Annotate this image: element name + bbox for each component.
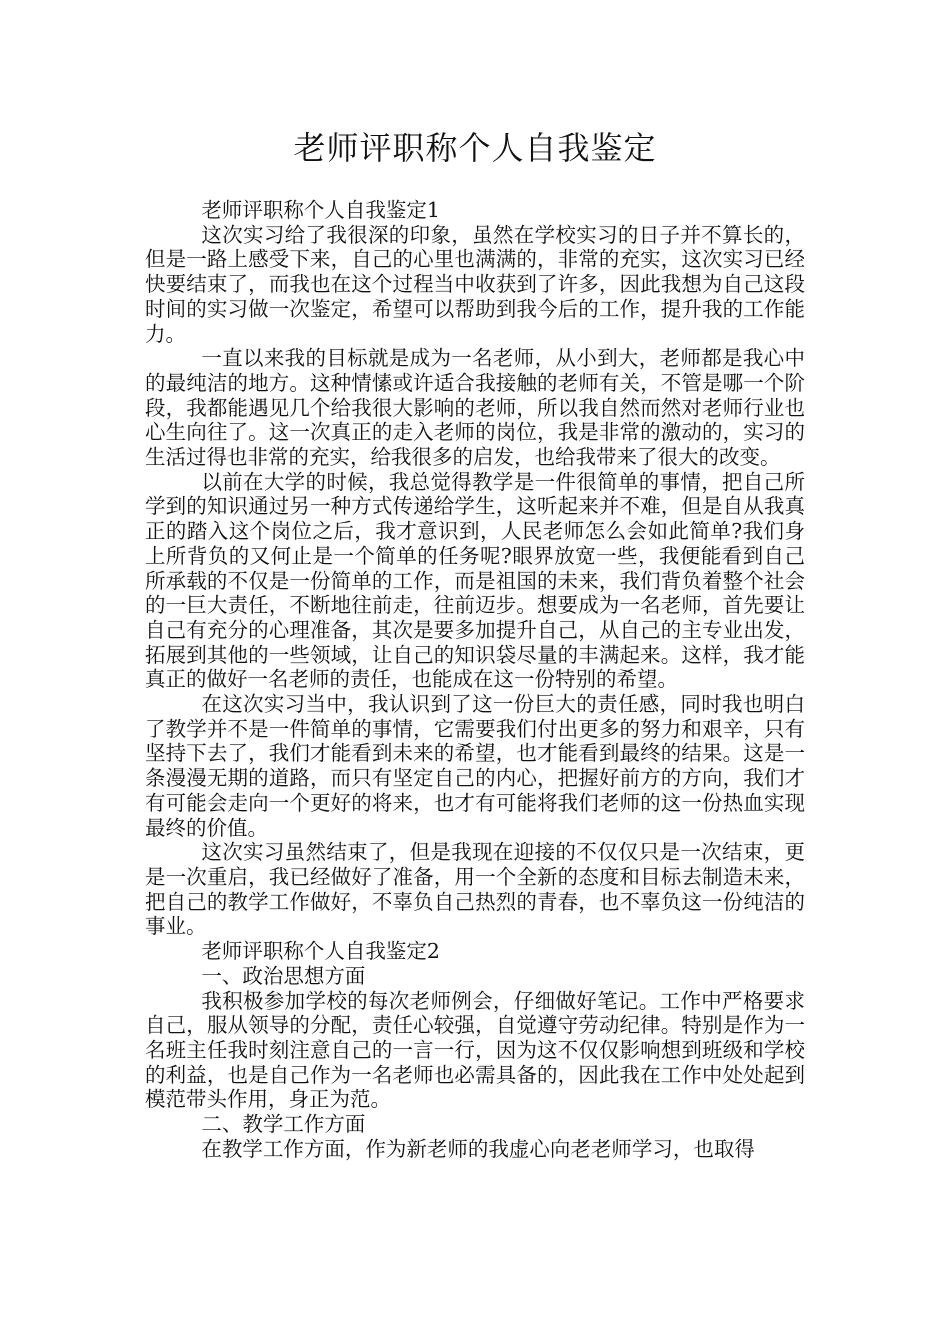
subheading-politics: 一、政治思想方面 — [201, 963, 366, 988]
document-body — [145, 198, 805, 1161]
paragraph: 我积极参加学校的每次老师例会，仔细做好笔记。工作中严格要求自己，服从领导的分配，责任心较强，自觉遵守劳动纪律。特别是作为一名班主任我时刻注意自己的一言一行，因为这不仅仅影响想到班级和学校的利益，也是自己作为一名老师也必需具备的，因此我在工作中处处起到模范带头作用，身正为范。 — [145, 988, 805, 1112]
paragraph: 在教学工作方面，作为新老师的我虚心向老老师学习，也取得 — [201, 1136, 755, 1161]
paragraph: 这次实习给了我很深的印象，虽然在学校实习的日子并不算长的，但是一路上感受下来，自己的心里也满满的，非常的充实，这次实习已经快要结束了，而我也在这个过程当中收获到了许多，因此我想为自己这段时间的实习做一次鉴定，希望可以帮助到我今后的工作，提升我的工作能力。 — [145, 222, 805, 346]
paragraph: 这次实习虽然结束了，但是我现在迎接的不仅仅只是一次结束，更是一次重启，我已经做好了准备，用一个全新的态度和目标去制造未来，把自己的教学工作做好，不辜负自己热烈的青春，也不辜负这一份纯洁的事业。 — [145, 840, 805, 939]
section-heading-1: 老师评职称个人自我鉴定1 — [201, 198, 440, 222]
document-title: 老师评职称个人自我鉴定 — [293, 129, 657, 167]
section-heading-2: 老师评职称个人自我鉴定2 — [201, 939, 440, 964]
paragraph: 以前在大学的时候，我总觉得教学是一件很简单的事情，把自己所学到的知识通过另一种方式传递给学生，这听起来并不难，但是自从我真正的踏入这个岗位之后，我才意识到，人民老师怎么会如此简单?我们身上所背负的又何止是一个简单的任务呢?眼界放宽一些，我便能看到自己所承载的不仅是一份简单的工作，而是祖国的未来，我们背负着整个社会的一巨大责任，不断地往前走，往前迈步。想要成为一名老师，首先要让自己有充分的心理准备，其次是要多加提升自己，从自己的主专业出发，拓展到其他的一些领域，让自己的知识袋尽量的丰满起来。这样，我才能真正的做好一名老师的责任，也能成在这一份特别的希望。 — [145, 469, 805, 692]
paragraph: 在这次实习当中，我认识到了这一份巨大的责任感，同时我也明白了教学并不是一件简单的事情，它需要我们付出更多的努力和艰辛，只有坚持下去了，我们才能看到未来的希望，也才能看到最终的结果。这是一条漫漫无期的道路，而只有坚定自己的内心，把握好前方的方向，我们才有可能会走向一个更好的将来，也才有可能将我们老师的这一份热血实现最终的价值。 — [145, 692, 805, 840]
paragraph: 一直以来我的目标就是成为一名老师，从小到大，老师都是我心中的最纯洁的地方。这种情愫或许适合我接触的老师有关，不管是哪一个阶段，我都能遇见几个给我很大影响的老师，所以我自然而然对老师行业也心生向往了。这一次真正的走入老师的岗位，我是非常的激动的，实习的生活过得也非常的充实，给我很多的启发，也给我带来了很大的改变。 — [145, 346, 805, 470]
subheading-teaching: 二、教学工作方面 — [201, 1112, 366, 1137]
